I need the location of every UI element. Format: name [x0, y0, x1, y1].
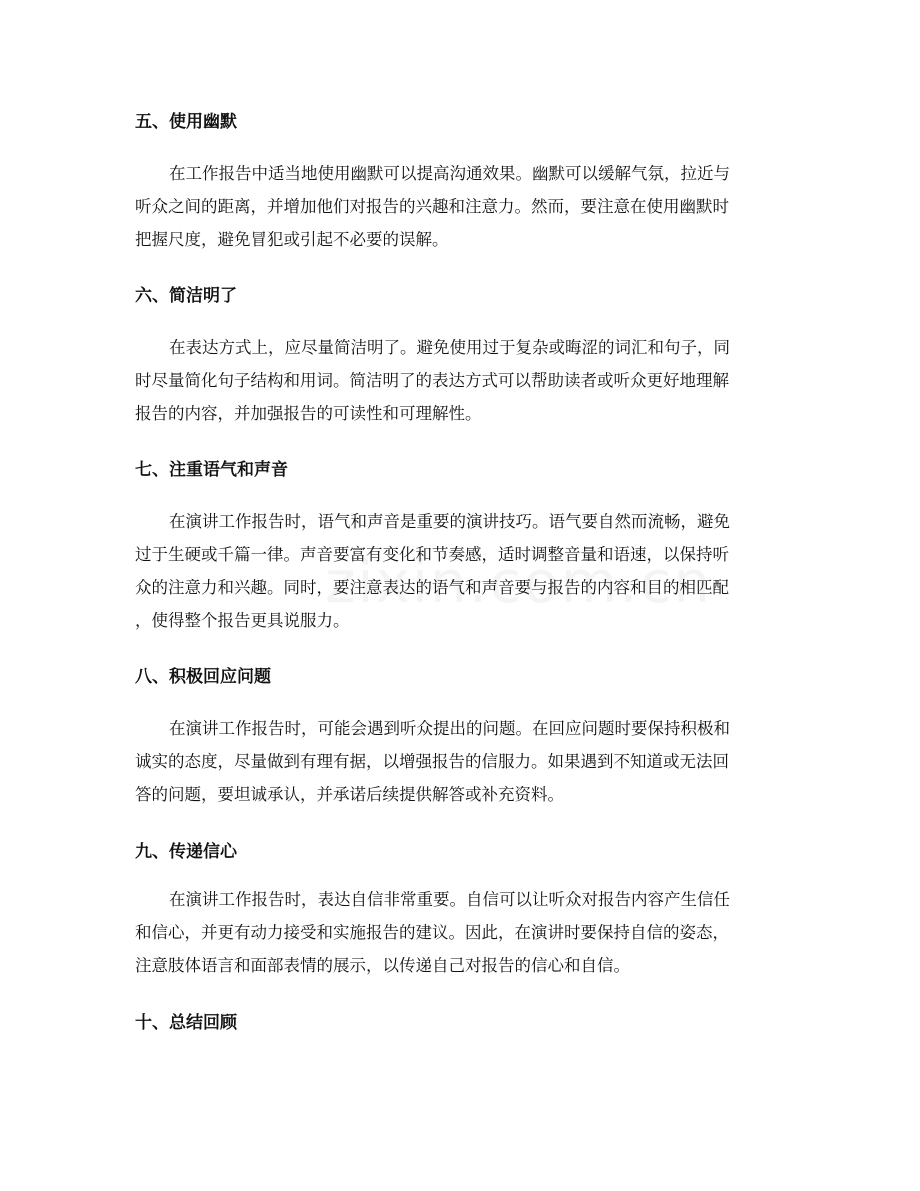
section-paragraph-9	[135, 883, 785, 982]
section-paragraph-8	[135, 712, 785, 811]
paragraph-line: 注意肢体语言和面部表情的展示，以传递自己对报告的信心和自信。	[135, 956, 630, 975]
section-heading-6: 六、简洁明了	[135, 286, 237, 306]
paragraph-line: 诚实的态度，尽量做到有理有据，以增强报告的信服力。如果遇到不知道或无法回	[135, 752, 729, 771]
paragraph-line: 答的问题，要坦诚承认，并承诺后续提供解答或补充资料。	[135, 785, 564, 804]
paragraph-line: 和信心，并更有动力接受和实施报告的建议。因此，在演讲时要保持自信的姿态，	[135, 923, 729, 942]
section-heading-8: 八、积极回应问题	[135, 667, 271, 687]
paragraph-line: 在演讲工作报告时，表达自信非常重要。自信可以让听众对报告内容产生信任	[169, 890, 730, 909]
paragraph-line: 过于生硬或千篇一律。声音要富有变化和节奏感，适时调整音量和语速，以保持听	[135, 545, 729, 564]
section-heading-9: 九、传递信心	[135, 842, 237, 862]
paragraph-line: 在演讲工作报告时，语气和声音是重要的演讲技巧。语气要自然而流畅，避免	[169, 512, 730, 531]
paragraph-line: 时尽量简化句子结构和用词。简洁明了的表达方式可以帮助读者或听众更好地理解	[135, 371, 729, 390]
paragraph-line: 众的注意力和兴趣。同时，要注意表达的语气和声音要与报告的内容和目的相匹配	[135, 578, 729, 597]
paragraph-line: 在演讲工作报告时，可能会遇到听众提出的问题。在回应问题时要保持积极和	[169, 719, 730, 738]
section-heading-5: 五、使用幽默	[135, 112, 237, 132]
section-paragraph-6	[135, 331, 785, 430]
paragraph-line: 把握尺度，避免冒犯或引起不必要的误解。	[135, 230, 449, 249]
paragraph-line: 报告的内容，并加强报告的可读性和可理解性。	[135, 404, 482, 423]
section-paragraph-7	[135, 505, 785, 637]
section-heading-10: 十、总结回顾	[135, 1013, 237, 1033]
section-paragraph-5	[135, 157, 785, 256]
paragraph-line: 在表达方式上，应尽量简洁明了。避免使用过于复杂或晦涩的词汇和句子，同	[169, 338, 730, 357]
paragraph-line: 听众之间的距离，并增加他们对报告的兴趣和注意力。然而，要注意在使用幽默时	[135, 197, 729, 216]
paragraph-line: 在工作报告中适当地使用幽默可以提高沟通效果。幽默可以缓解气氛，拉近与	[169, 164, 730, 183]
section-heading-7: 七、注重语气和声音	[135, 460, 288, 480]
paragraph-line: ，使得整个报告更具说服力。	[135, 611, 350, 630]
